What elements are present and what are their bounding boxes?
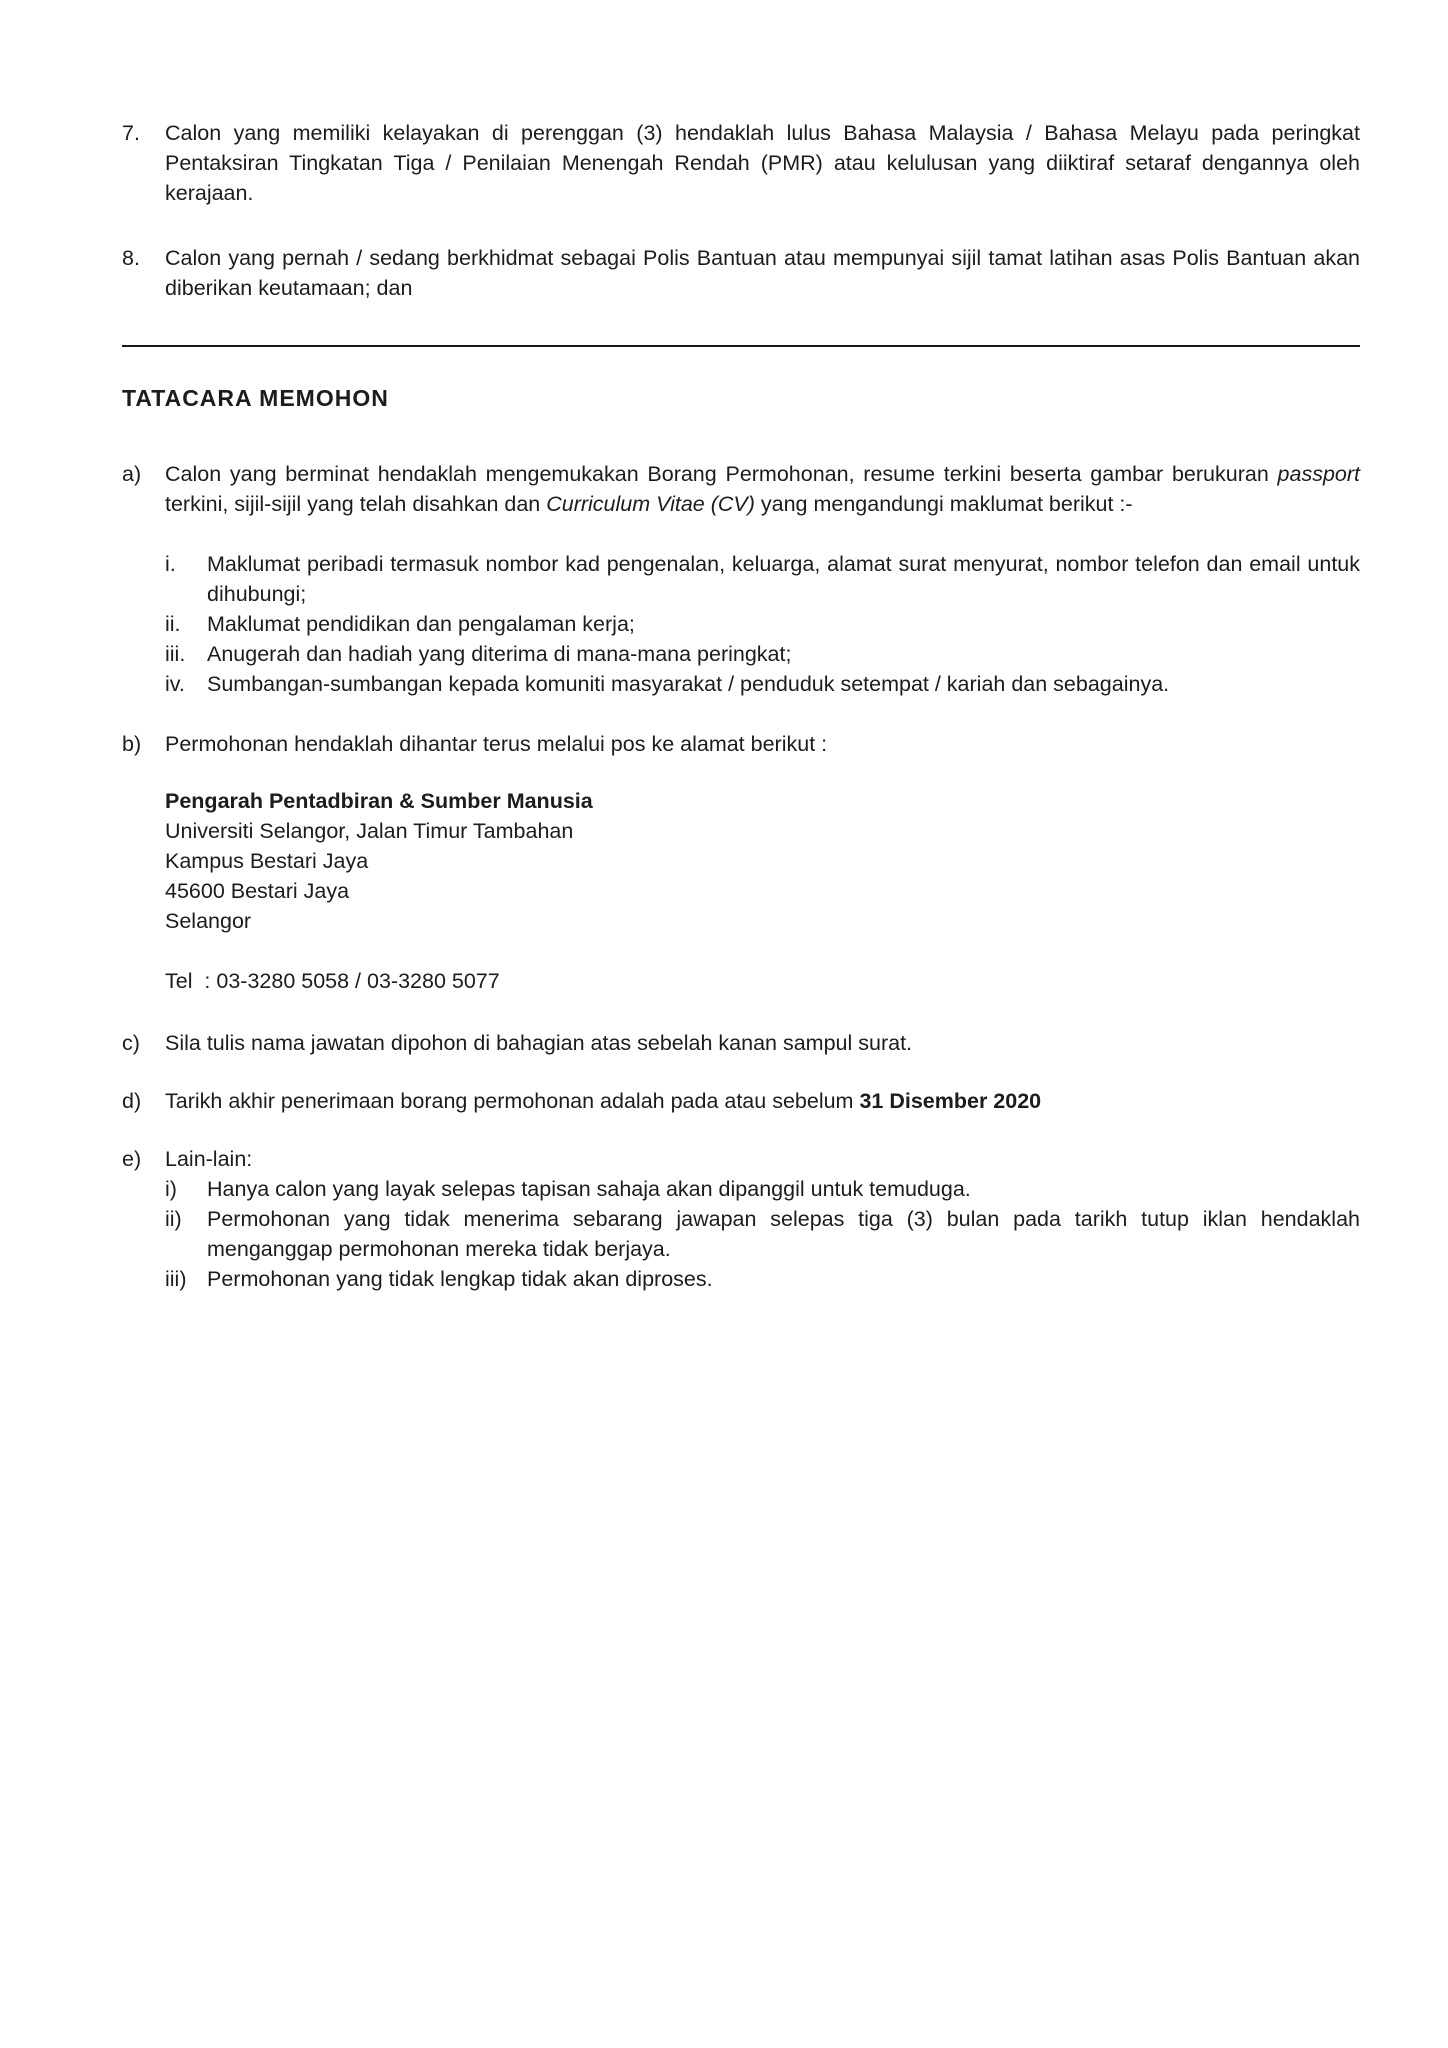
sub-item-ii [165, 1204, 1360, 1264]
address-line: Universiti Selangor, Jalan Timur Tambahan [165, 819, 574, 843]
item-b-text: Permohonan hendaklah dihantar terus melalui pos ke alamat berikut : [165, 732, 828, 756]
sub-item-iii [165, 639, 1360, 669]
list-item-e [122, 1144, 1360, 1294]
telephone-numbers: Tel : 03-3280 5058 / 03-3280 5077 [165, 969, 500, 993]
item-text: Calon yang memiliki kelayakan di perenggan (3) hendaklah lulus Bahasa Malaysia / Bahasa Melayu pada peringkat Pentaksiran Tingkatan Tiga / Penilaian Menengah Rendah (PMR) atau kelulusan yang diiktiraf setaraf dengannya oleh kerajaan. [165, 121, 1360, 205]
item-a-italic-cv: Curriculum Vitae (CV) [546, 492, 755, 516]
sub-item-iv [165, 669, 1360, 699]
sub-item-text: Permohonan yang tidak menerima sebarang jawapan selepas tiga (3) bulan pada tarikh tutup iklan hendaklah menganggap permohonan mereka tidak berjaya. [207, 1207, 1360, 1261]
item-letter: d) [122, 1089, 142, 1113]
sub-item-text: Hanya calon yang layak selepas tapisan sahaja akan dipanggil untuk temuduga. [207, 1177, 971, 1201]
item-number: 7. [122, 121, 140, 145]
item-letter: a) [122, 462, 142, 486]
sub-item-label: ii) [165, 1207, 182, 1231]
item-text: Calon yang pernah / sedang berkhidmat sebagai Polis Bantuan atau mempunyai sijil tamat latihan asas Polis Bantuan akan diberikan keutamaan; dan [165, 246, 1360, 300]
sub-item-i [165, 1174, 1360, 1204]
item-number: 8. [122, 246, 140, 270]
sub-item-label: iv. [165, 672, 185, 696]
sub-item-label: i) [165, 1177, 177, 1201]
sub-item-text: Anugerah dan hadiah yang diterima di mana-mana peringkat; [207, 642, 792, 666]
section-heading: TATACARA MEMOHON [122, 385, 389, 411]
sub-item-text: Permohonan yang tidak lengkap tidak akan diproses. [207, 1267, 713, 1291]
sub-item-text: Maklumat pendidikan dan pengalaman kerja; [207, 612, 635, 636]
sub-item-ii [165, 609, 1360, 639]
sub-item-label: i. [165, 552, 176, 576]
item-e-text: Lain-lain: [165, 1147, 253, 1171]
sub-item-label: iii) [165, 1267, 187, 1291]
address-line: Kampus Bestari Jaya [165, 849, 369, 873]
list-item-b [122, 729, 1360, 996]
item-a-text-2: terkini, sijil-sijil yang telah disahkan dan [165, 492, 547, 516]
item-d-text: Tarikh akhir penerimaan borang permohonan adalah pada atau sebelum [165, 1089, 860, 1113]
list-item-8 [122, 243, 1360, 303]
address-recipient: Pengarah Pentadbiran & Sumber Manusia [165, 789, 593, 813]
item-c-text: Sila tulis nama jawatan dipohon di bahagian atas sebelah kanan sampul surat. [165, 1031, 913, 1055]
item-a-sub-list [165, 549, 1360, 699]
item-a-italic-passport: passport [1277, 462, 1360, 486]
item-a-text-3: yang mengandungi maklumat berikut :- [754, 492, 1133, 516]
list-item-a [122, 459, 1360, 699]
sub-item-i [165, 549, 1360, 609]
address-line: Selangor [165, 909, 252, 933]
sub-item-label: iii. [165, 642, 186, 666]
item-e-sub-list [165, 1174, 1360, 1294]
deadline-date: 31 Disember 2020 [859, 1089, 1042, 1113]
sub-item-label: ii. [165, 612, 181, 636]
item-letter: b) [122, 732, 142, 756]
list-item-7 [122, 118, 1360, 208]
sub-item-text: Maklumat peribadi termasuk nombor kad pengenalan, keluarga, alamat surat menyurat, nombor telefon dan email untuk dihubungi; [207, 552, 1360, 606]
sub-item-iii [165, 1264, 1360, 1294]
section-divider [122, 345, 1360, 347]
item-letter: c) [122, 1031, 140, 1055]
list-item-c [122, 1028, 1360, 1058]
item-a-text-1: Calon yang berminat hendaklah mengemukakan Borang Permohonan, resume terkini beserta gambar berukuran [165, 462, 1278, 486]
postal-address [165, 786, 1360, 936]
item-letter: e) [122, 1147, 142, 1171]
address-line: 45600 Bestari Jaya [165, 879, 350, 903]
item-d-paragraph [165, 1086, 1360, 1116]
sub-item-text: Sumbangan-sumbangan kepada komuniti masyarakat / penduduk setempat / kariah dan sebagainya. [207, 672, 1170, 696]
list-item-d [122, 1086, 1360, 1116]
item-a-paragraph [165, 459, 1360, 519]
